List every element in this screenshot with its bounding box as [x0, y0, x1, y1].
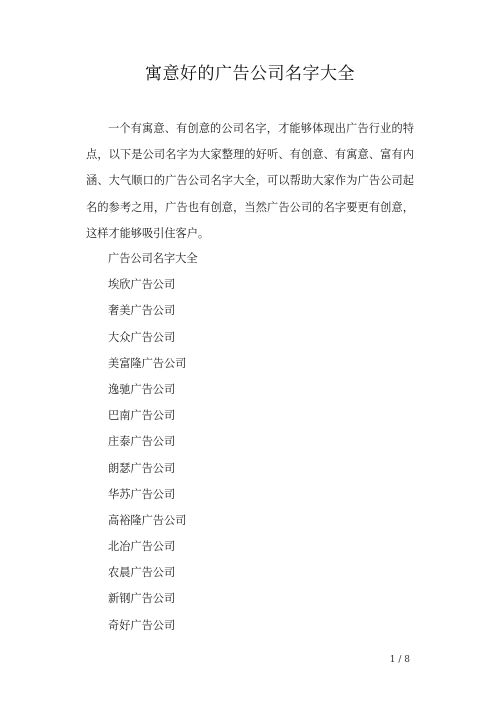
list-item: 新钢广告公司: [108, 592, 176, 606]
list-item: 庄泰广告公司: [108, 435, 176, 449]
list-item: 北冶广告公司: [108, 540, 176, 554]
document-title: 寓意好的广告公司名字大全: [145, 64, 355, 84]
list-item: 朗瑟广告公司: [108, 461, 176, 475]
page-indicator: 1 / 8: [389, 655, 410, 665]
list-heading: 广告公司名字大全: [108, 252, 198, 265]
list-item: 美富隆广告公司: [108, 356, 187, 370]
list-item: 高裕隆广告公司: [108, 513, 187, 527]
list-item: 奇好广告公司: [108, 618, 176, 632]
list-item: 奢美广告公司: [108, 304, 176, 318]
list-item: 华苏广告公司: [108, 487, 176, 501]
list-item: 逸驰广告公司: [108, 382, 176, 396]
list-item: 大众广告公司: [108, 330, 176, 344]
intro-paragraph: 一个有寓意、有创意的公司名字，才能够体现出广告行业的特点，以下是公司名字为大家整理的好听、有创意、有寓意、富有内涵、大气顺口的广告公司名字大全，可以帮助大家作为广告公司起名的参考之用，广告也有创意，当然广告公司的名字要更有创意，这样才能够吸引住客户。: [86, 122, 414, 240]
list-item: 农晨广告公司: [108, 566, 176, 580]
list-item: 埃欣广告公司: [108, 278, 176, 292]
company-name-list: [108, 272, 186, 639]
list-item: 巴南广告公司: [108, 409, 176, 423]
